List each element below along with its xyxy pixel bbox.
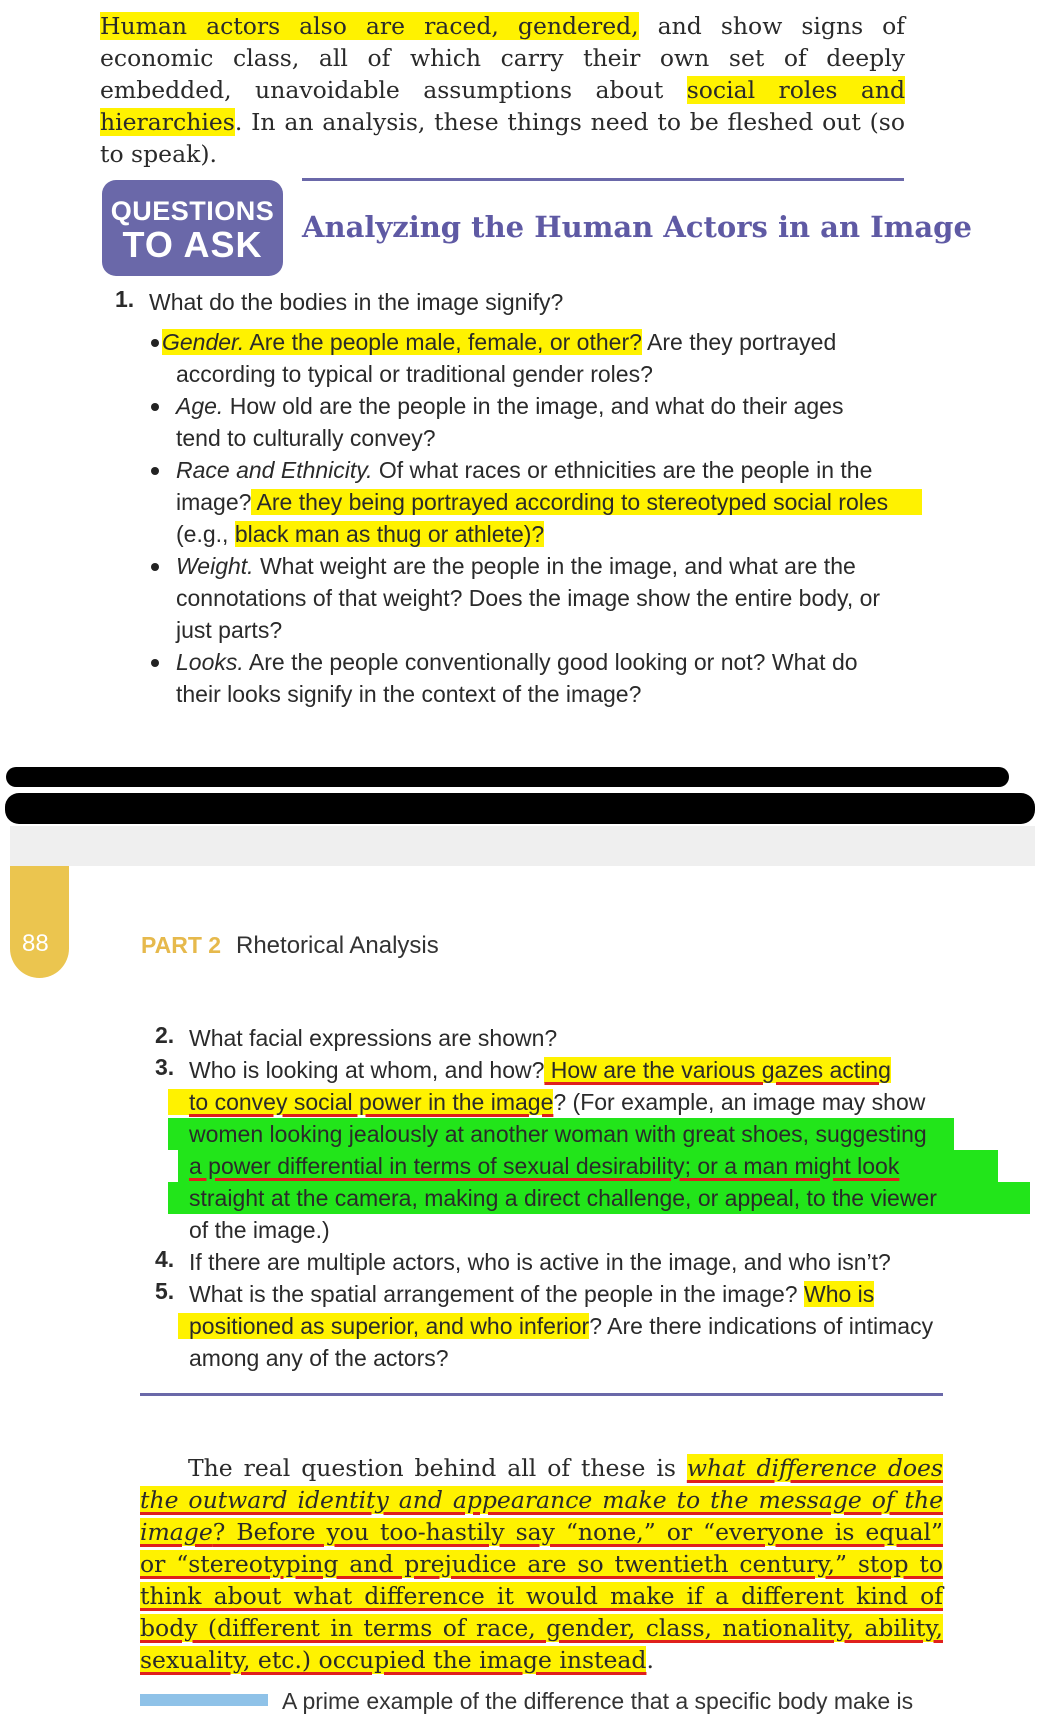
bullet-gender-cont: according to typical or traditional gender roles? xyxy=(176,361,653,387)
page-number: 88 xyxy=(22,930,49,957)
question-text: What facial expressions are shown? xyxy=(189,1025,558,1051)
question-number: 3. xyxy=(155,1054,175,1080)
question-number: 1. xyxy=(115,286,135,312)
bullet-weight-cont2: just parts? xyxy=(176,617,283,643)
part-title: Rhetorical Analysis xyxy=(236,932,439,959)
question-3-line-6: of the image.) xyxy=(189,1217,330,1243)
bullet-icon xyxy=(151,563,159,571)
part-label: PART 2 xyxy=(141,932,222,958)
badge-line-1: QUESTIONS xyxy=(110,196,275,226)
bullet-icon xyxy=(151,339,159,347)
bullet-looks: Looks. Are the people conventionally good looking or not? What do xyxy=(176,649,858,675)
bullet-weight: Weight. What weight are the people in the image, and what are the xyxy=(176,553,856,579)
question-number: 5. xyxy=(155,1278,175,1304)
question-text: What do the bodies in the image signify? xyxy=(149,289,564,315)
questions-badge xyxy=(102,180,283,276)
cut-off-line: A prime example of the difference that a specific body make is xyxy=(282,1688,914,1714)
bullet-race-cont: image? Are they being portrayed according to stereotyped social roles xyxy=(176,486,934,518)
question-3-line-5: straight at the camera, making a direct challenge, or appeal, to the viewer xyxy=(168,1182,1030,1214)
section-rule xyxy=(302,178,904,181)
question-3-line-1: Who is looking at whom, and how? How are the various gazes acting xyxy=(189,1057,891,1083)
question-5-line-3: among any of the actors? xyxy=(189,1345,449,1371)
bullet-race: Race and Ethnicity. Of what races or ethnicities are the people in the xyxy=(176,457,873,483)
redaction-bar xyxy=(5,793,1035,824)
question-number: 2. xyxy=(155,1022,175,1048)
highlight: Human actors also are raced, gendered, xyxy=(100,12,639,40)
section-title: Analyzing the Human Actors in an Image xyxy=(302,210,972,244)
highlight: social roles and hierarchies xyxy=(100,76,906,136)
bullet-age-cont: tend to culturally convey? xyxy=(176,425,436,451)
section-rule xyxy=(140,1393,943,1396)
intro-paragraph: Human actors also are raced, gendered, and show signs of economic class, all of which carry their own set of deeply embedded, unavoidable assumptions about social roles and hierarchies. In an analysis, these things need to be fleshed out (so to speak). xyxy=(100,12,906,168)
bullet-gender: Gender. Are the people male, female, or other? Are they portrayed xyxy=(162,329,837,355)
bullet-looks-cont: their looks signify in the context of the image? xyxy=(176,681,642,707)
question-3-line-4: a power differential in terms of sexual desirability; or a man might look xyxy=(178,1150,998,1182)
question-number: 4. xyxy=(155,1246,175,1272)
bullet-icon xyxy=(151,467,159,475)
example-tag xyxy=(140,1694,268,1706)
question-5-line-1: What is the spatial arrangement of the people in the image? Who is xyxy=(189,1281,875,1307)
question-3-line-2: to convey social power in the image? (For example, an image may show xyxy=(168,1086,925,1118)
question-3-line-3: women looking jealously at another woman with great shoes, suggesting xyxy=(168,1118,954,1150)
question-text: If there are multiple actors, who is active in the image, and who isn’t? xyxy=(189,1249,891,1275)
bullet-race-cont2: (e.g., black man as thug or athlete)? xyxy=(176,521,545,547)
bullet-icon xyxy=(151,403,159,411)
bullet-age: Age. How old are the people in the image, and what do their ages xyxy=(176,393,844,419)
redaction-bar xyxy=(6,767,1009,787)
page-number-tab xyxy=(10,866,69,978)
bullet-icon xyxy=(151,659,159,667)
question-5-line-2: positioned as superior, and who inferior? Are there indications of intimacy xyxy=(178,1310,933,1342)
page-divider xyxy=(10,826,1035,866)
body-paragraph: The real question behind all of these is what difference does the outward identity and appearance make to the message of the image? Before you too-hastily say “none,” or “everyone is equal” or “stereotyping and prejudice are so twentieth century,” stop to think about what difference it would make if a different kind of body (different in terms of race, gender, class, nationality, ability, sexuality, etc.) occupied the image instead. xyxy=(140,1454,943,1674)
badge-line-2: TO ASK xyxy=(122,224,263,265)
bullet-weight-cont: connotations of that weight? Does the image show the entire body, or xyxy=(176,585,881,611)
